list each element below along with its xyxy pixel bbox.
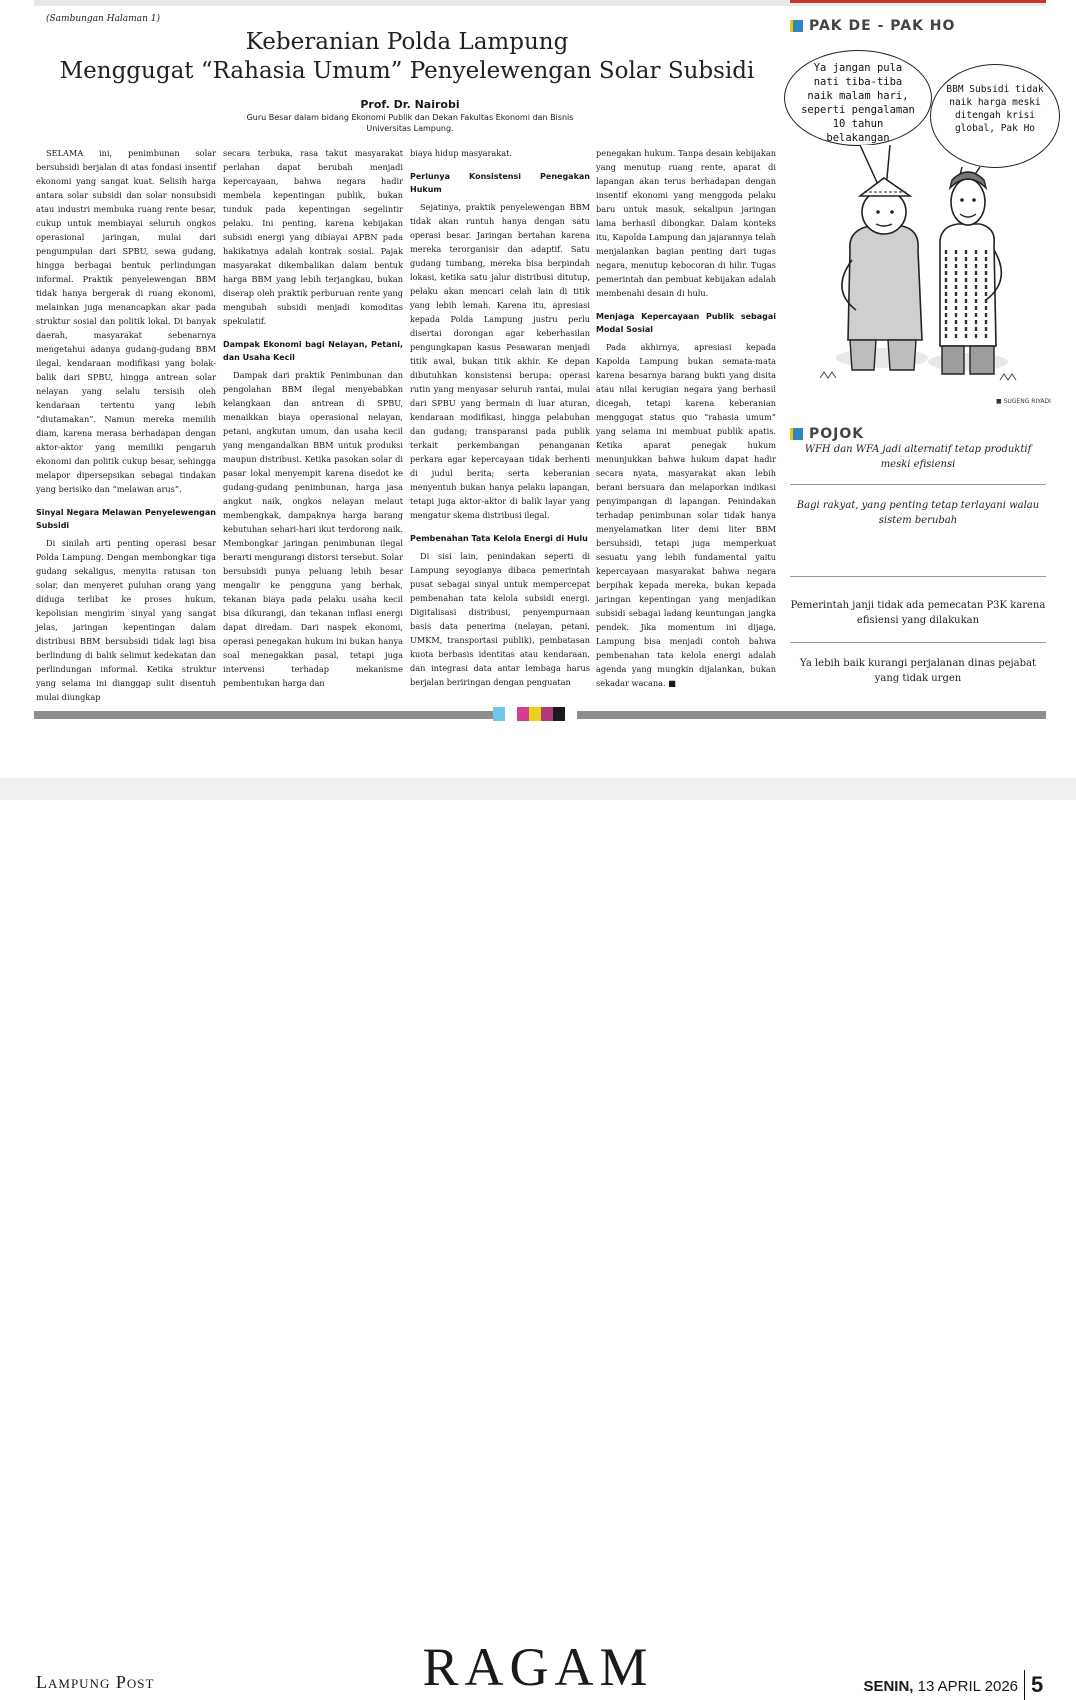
- speech-bubble-left-text: Ya jangan pula nati tiba-tiba naik malam hari, seperti pengalaman 10 tahun belakangan: [801, 62, 915, 144]
- pojok-divider: [790, 576, 1046, 577]
- registration-color-bar: [493, 707, 577, 721]
- pojok-item-3: Pemerintah janji tidak ada pemecatan P3K karena efisiensi yang dilakukan: [790, 600, 1046, 626]
- paragraph: Sejatinya, praktik penyelewengan BBM tidak akan runtuh hanya dengan satu operasi besar. Jaringan bertahan karena mereka terorganisir dan adaptif. Satu gudang tumbang, mereka bisa berpindah lokasi, ketika satu jalur distribusi ditutup, pelaku akan mencari celah lain di titik yang lebih lemah. Karena itu, apresiasi kepada Polda Lampung justru perlu disertai dorongan agar keberhasilan pengungkapan kasus Pesawaran menjadi titik awal, bukan titik akhir. Ke depan dibutuhkan konsistensi berupa: operasi rutin yang menyasar seluruh rantai, mulai dari SPBU yang bermain di luar aturan, kendaraan modifikasi, hingga pelabuhan dan gudang; transparansi pada publik terkait perkembangan penanganan perkara agar kepercayaan tidak berhenti di judul berita; serta keberanian menyentuh bukan hanya pelaku lapangan, tetapi juga aktor-aktor di balik layar yang mengatur skema distribusi ilegal.: [410, 202, 590, 520]
- pojok-item-4: Ya lebih baik kurangi perjalanan dinas pejabat yang tidak urgen: [800, 658, 1036, 684]
- paragraph: secara terbuka, rasa takut masyarakat perlahan dapat berubah menjadi kepercayaan, bahwa negara hadir membela kepentingan publik, bukan tunduk pada kepentingan segelintir pelaku. Ini penting, karena kebijakan subsidi energi yang dibiayai APBN pada hakikatnya adalah kontrak sosial. Pajak masyarakat dikembalikan dalam bentuk harga BBM yang lebih terjangkau, bukan diserap oleh praktik perburuan rente yang mengubah subsidi menjadi komoditas spekulatif.: [223, 148, 403, 326]
- pojok-heading-text: POJOK: [809, 426, 865, 442]
- paragraph: SELAMA ini, penimbunan solar bersubsidi berjalan di atas fondasi insentif ekonomi yang sangat kuat. Selisih harga antara solar subsidi dan solar nonsubsidi atau industri membuka ruang rente besar, cukup untuk membiayai seluruh ongkos operasional jaringan, mulai dari pengumpulan dari SPBU, sewa gudang, hingga berbagai bentuk perlindungan informal. Praktik penyelewengan BBM tidak hanya bergerak di ruang ekonomi, melainkan juga menancapkan akar pada struktur sosial dan politik lokal. Di banyak daerah, masyarakat sebenarnya mengetahui adanya gudang-gudang BBM ilegal, kendaraan modifikasi yang bolak-balik dari SPBU, hingga antrean solar nelayan yang selalu tersisih oleh kendaraan tertentu yang lebih “diutamakan”. Namun mereka memilih diam, karena merasa berhadapan dengan aktor-aktor yang memiliki pengaruh ekonomi dan politik cukup besar, sehingga melapor dipersepsikan sebagai tindakan yang berisiko dan “melawan arus”.: [36, 148, 216, 494]
- registration-swatch: [505, 707, 517, 721]
- section-title: RAGAM: [422, 1637, 654, 1697]
- author-affiliation: [240, 112, 580, 134]
- subheading: Pembenahan Tata Kelola Energi di Hulu: [410, 534, 588, 543]
- cartoon-credit: ■ SUGENG RIYADI: [996, 398, 1051, 405]
- cartoon-heading: [790, 18, 955, 34]
- registration-swatch: [565, 707, 577, 721]
- subheading: Perlunya Konsistensi Penegakan Hukum: [410, 172, 590, 194]
- registration-swatch: [493, 707, 505, 721]
- issue-date-text: 13 APRIL 2026: [917, 1678, 1018, 1695]
- registration-swatch: [553, 707, 565, 721]
- paragraph: Di sisi lain, penindakan seperti di Lampung seyogianya dibaca pemerintah pusat sebagai sinyal untuk mempercepat pembenahan tata kelola subsidi energi. Digitalisasi distribusi, penyempurnaan basis data penerima (nelayan, petani, UMKM, transportasi publik), pembatasan kuota berbasis identitas atau kendaraan, dan integrasi data antar lembaga harus berjalan beriringan dengan penguatan: [410, 551, 590, 687]
- next-page-header: [0, 800, 1076, 1697]
- paragraph: Dampak dari praktik Penimbunan dan pengolahan BBM ilegal menyebabkan kelangkaan dan antrean di SPBU, menaikkan biaya operasional nelayan, petani, angkutan umum, dan usaha kecil yang mengandalkan BBM untuk produksi maupun distribusi. Ketika pasokan solar di pasar lokal menyempit karena disedot ke gudang-gudang penimbunan, harga jasa angkut naik, ongkos nelayan melaut membengkak, dampaknya harga barang kebutuhan sehari-hari ikut terdorong naik. Membongkar jaringan penimbunan ilegal berarti mengurangi distorsi tersebut. Solar bersubsidi punya peluang lebih besar mengalir ke pengguna yang berhak, tekanan biaya pada pelaku usaha kecil bisa dikurangi, dan tekanan inflasi energi dapat diredam. Dari naspek ekonomi, operasi penegakan hukum ini bukan hanya soal menegakkan pasal, tetapi juga intervensi terhadap mekanisme pembentukan harga dan: [223, 370, 403, 688]
- article-column-3: [410, 146, 590, 696]
- continuation-note: (Sambungan Halaman 1): [46, 14, 160, 24]
- pojok-item-1: WFH dan WFA jadi alternatif tetap produktif meski efisiensi: [804, 444, 1032, 470]
- issue-date: [863, 1678, 1018, 1695]
- article-title: [40, 28, 774, 86]
- pojok-divider: [790, 484, 1046, 485]
- cartoon-heading-text: PAK DE - PAK HO: [809, 18, 956, 34]
- registration-swatch: [541, 707, 553, 721]
- subheading: Menjaga Kepercayaan Publik sebagai Modal Sosial: [596, 312, 776, 334]
- subheading: Dampak Ekonomi bagi Nelayan, Petani, dan Usaha Kecil: [223, 340, 403, 362]
- paragraph: biaya hidup masyarakat.: [410, 148, 512, 158]
- pojok-divider: [790, 642, 1046, 643]
- paragraph: penegakan hukum. Tanpa desain kebijakan yang menutup ruang rente, aparat di lapangan akan terus berhadapan dengan insentif ekonomi yang menggoda pelaku baru untuk masuk, sekalipun jaringan lama berhasil dibongkar. Dalam konteks itu, Kapolda Lampung dan jajarannya telah menjalankan bagian penting dari tugas negara, menutup kebocoran di hilir. Tugas pemerintah dan pembuat kebijakan adalah membenahi desain di hulu.: [596, 148, 776, 298]
- page-gap: [0, 778, 1076, 800]
- title-line-1: Keberanian Polda Lampung: [245, 29, 569, 55]
- subheading: Sinyal Negara Melawan Penyelewengan Subsidi: [36, 508, 216, 530]
- section-marker-icon: [790, 428, 803, 440]
- newspaper-name: Lampung Post: [36, 1672, 155, 1692]
- paragraph: Pada akhirnya, apresiasi kepada Kapolda Lampung bukan semata-mata karena besarnya barang bukti yang disita atau nilai kerugian negara yang berhasil dicegah, tetapi karena keberanian menggugat status quo “rahasia umum” yang selama ini membuat publik apatis. Ketika aparat penegak hukum menunjukkan bahwa hukum dapat hadir secara nyata, masyarakat akan lebih berani bersuara dan melaporkan indikasi penyimpangan di lapangan. Penindakan terhadap penimbunan solar tidak hanya menyelamatkan liter demi liter BBM bersubsidi, tetapi juga memperkuat sesuatu yang lebih fundamental yaitu kepercayaan masyarakat bahwa negara berpihak kepada mereka, bukan kepada jaringan kepentingan yang menjadikan subsidi sebagai ladang keuntungan jangka pendek. Jika momentum ini dijaga, Lampung bisa menjadi contoh bahwa pembenahan tata kelola energi adalah agenda yang mungkin dijalankan, bukan sekadar wacana. ■: [596, 342, 776, 688]
- speech-bubble-right-text: BBM Subsidi tidak naik harga meski ditengah krisi global, Pak Ho: [946, 84, 1044, 134]
- registration-swatch: [529, 707, 541, 721]
- issue-day: SENIN,: [863, 1678, 914, 1695]
- affiliation-line-2: Universitas Lampung.: [366, 124, 454, 133]
- registration-swatch: [517, 707, 529, 721]
- top-red-rule: [790, 0, 1046, 3]
- paragraph: Di sinilah arti penting operasi besar Polda Lampung. Dengan membongkar tiga gudang sekaligus, menyita ratusan ton solar, dan menyeret puluhan orang yang diduga terlibat ke proses hukum, kepolisian mengirim sinyal yang sangat jelas, jaringan kepentingan dalam distribusi BBM bersubsidi tidak lagi bisa berlindung di balik selimut kedekatan dan perlindungan informal. Ketika struktur yang selama ini dianggap sulit disentuh mulai diungkap: [36, 538, 216, 702]
- article-column-1: [36, 146, 216, 702]
- author-name: Prof. Dr. Nairobi: [360, 98, 460, 111]
- pojok-item-2: Bagi rakyat, yang penting tetap terlayani walau sistem berubah: [796, 500, 1040, 526]
- section-marker-icon: [790, 20, 803, 32]
- speech-bubble-left: [784, 50, 932, 146]
- title-line-2: Menggugat “Rahasia Umum” Penyelewengan Solar Subsidi: [59, 58, 755, 84]
- page-top: [0, 0, 1076, 778]
- pojok-heading: [790, 426, 864, 442]
- cartoon-illustration-icon: [790, 140, 1046, 400]
- page-number: 5: [1024, 1670, 1043, 1700]
- article-column-2: [223, 146, 403, 696]
- affiliation-line-1: Guru Besar dalam bidang Ekonomi Publik dan Dekan Fakultas Ekonomi dan Bisnis: [246, 113, 574, 122]
- article-column-4: [596, 146, 776, 696]
